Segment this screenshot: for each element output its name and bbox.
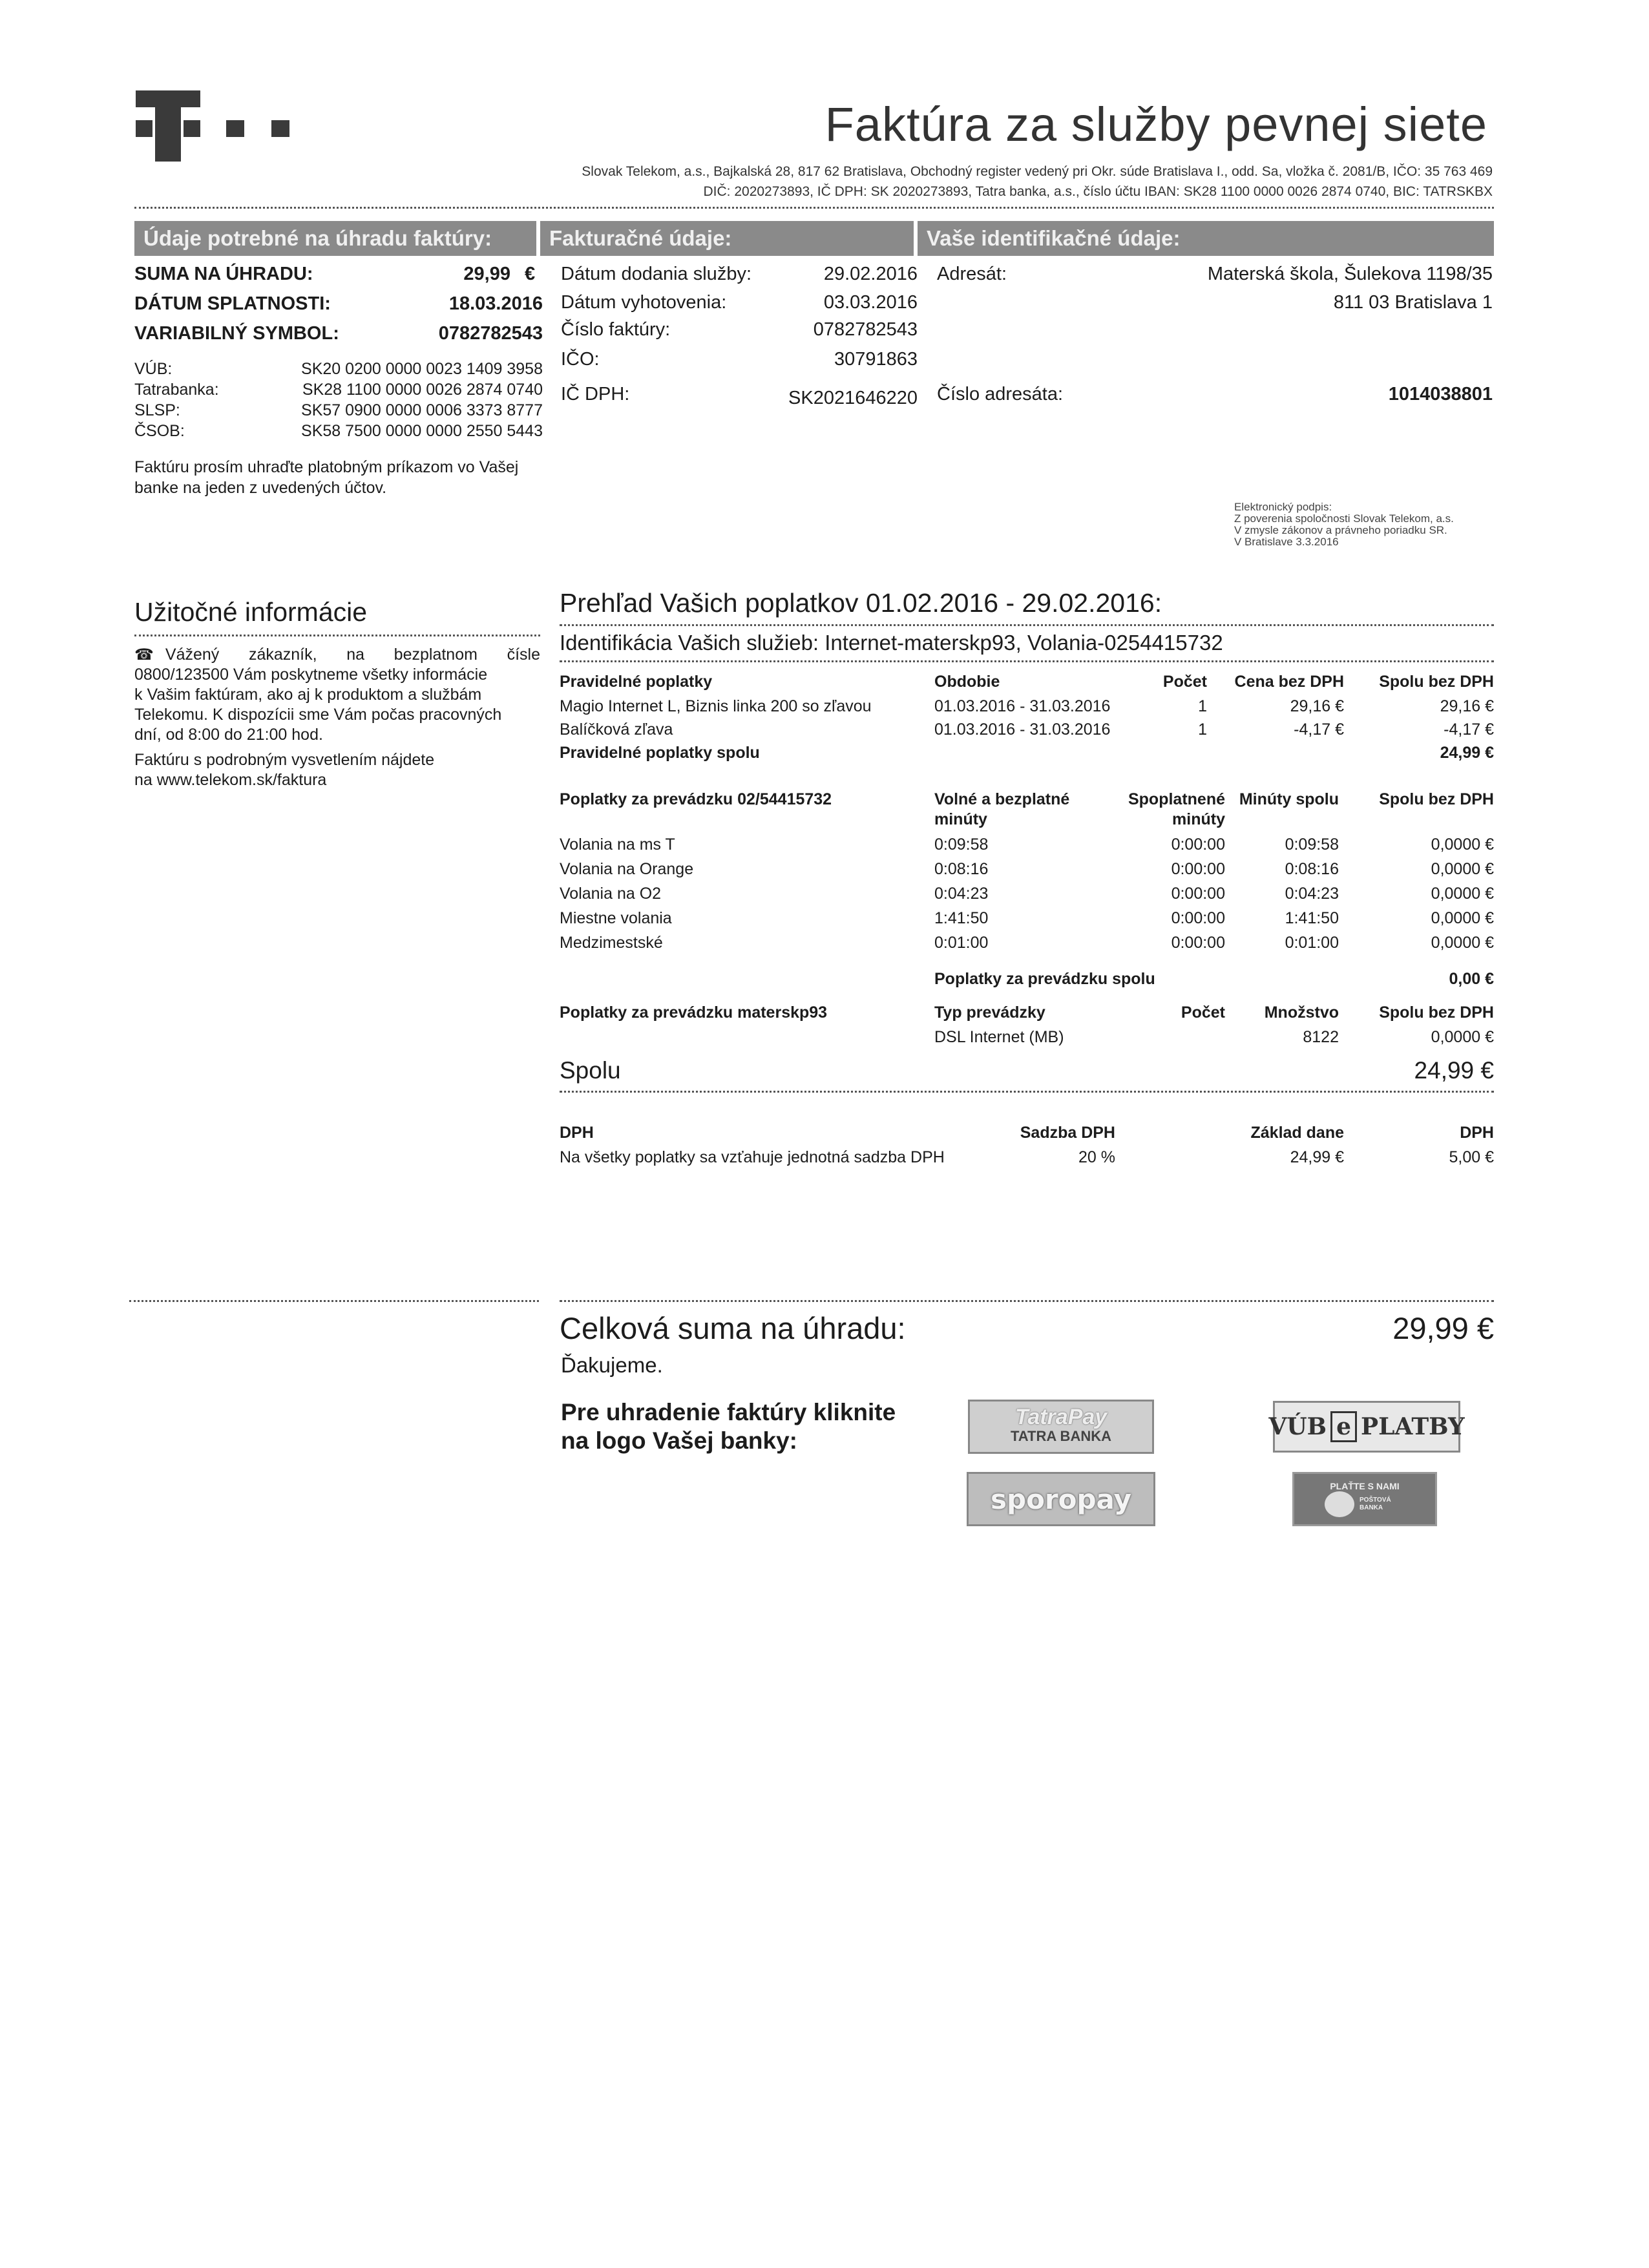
phone-icon: ☎ (134, 646, 154, 664)
data-header-type: Typ prevádzky (934, 1003, 1045, 1022)
vs-value: 0782782543 (438, 323, 543, 344)
info-line: dní, od 8:00 do 21:00 hod. (134, 726, 323, 744)
addressee-number-label: Číslo adresáta: (937, 384, 1064, 404)
info-heading: Užitočné informácie (134, 597, 368, 627)
bank-iban: SK28 1100 0000 0026 2874 0740 (302, 381, 543, 399)
traffic-row-free: 0:01:00 (934, 934, 989, 952)
regular-row-count: 1 (1198, 720, 1207, 739)
sum-label: SUMA NA ÚHRADU: (134, 264, 313, 284)
info-line-text: Vážený zákazník, na bezplatnom čísle (165, 646, 540, 664)
info-line: Faktúru s podrobným vysvetlením nájdete (134, 751, 435, 769)
traffic-row-minutes: 0:04:23 (1285, 885, 1339, 903)
info-line: k Vašim faktúram, ako aj k produktom a službám (134, 686, 482, 704)
regular-row-period: 01.03.2016 - 31.03.2016 (934, 697, 1111, 715)
traffic-header-free (934, 790, 1069, 830)
traffic-row-total: 0,0000 € (1431, 860, 1494, 878)
thanks-text: Ďakujeme. (561, 1353, 663, 1377)
tatrabanka-logo-text: TATRA BANKA (1010, 1428, 1111, 1444)
billing-value: 03.03.2016 (823, 292, 918, 313)
traffic-row-name: Volania na Orange (560, 860, 694, 878)
billing-heading: Fakturačné údaje: (540, 221, 914, 256)
bank-name: VÚB: (134, 360, 173, 378)
total-label: Spolu (560, 1057, 621, 1084)
regular-header-price: Cena bez DPH (1234, 673, 1344, 691)
bank-iban: SK20 0200 0000 0023 1409 3958 (301, 360, 543, 378)
info-line: Telekomu. K dispozícii sme Vám počas pracovných (134, 706, 502, 724)
divider (560, 660, 1494, 662)
postova-horn-icon (1325, 1491, 1354, 1517)
traffic-row-minutes: 1:41:50 (1285, 909, 1339, 927)
traffic-row-minutes: 0:01:00 (1285, 934, 1339, 952)
vs-label: VARIABILNÝ SYMBOL: (134, 323, 339, 344)
info-line: 0800/123500 Vám poskytneme všetky informácie (134, 666, 488, 684)
addressee-line: Materská škola, Šulekova 1198/35 (1207, 264, 1493, 284)
signature-line: V Bratislave 3.3.2016 (1234, 536, 1339, 548)
pay-instruction (561, 1398, 896, 1455)
sporopay-logo-text: sporopay (991, 1483, 1131, 1515)
traffic-header-paid-line: Spoplatnené (1128, 790, 1225, 808)
bank-iban: SK57 0900 0000 0006 3373 8777 (301, 401, 543, 419)
identification-heading: Vaše identifikačné údaje: (918, 221, 1494, 256)
vat-header-name: DPH (560, 1124, 594, 1142)
services-identification: Identifikácia Vašich služieb: Internet-materskp93, Volania-0254415732 (560, 631, 1223, 655)
signature-line: Z poverenia spoločnosti Slovak Telekom, a.s. (1234, 512, 1454, 525)
signature-line: V zmysle zákonov a právneho poriadku SR. (1234, 524, 1447, 536)
addressee-label: Adresát: (937, 264, 1007, 284)
billing-value: 29.02.2016 (823, 264, 918, 284)
traffic-row-free: 0:04:23 (934, 885, 989, 903)
traffic-row-name: Miestne volania (560, 909, 672, 927)
traffic-row-name: Volania na O2 (560, 885, 662, 903)
bank-name: ČSOB: (134, 422, 185, 440)
billing-label: Dátum dodania služby: (561, 264, 751, 284)
info-line: na www.telekom.sk/faktura (134, 771, 327, 789)
billing-label: Dátum vyhotovenia: (561, 292, 727, 313)
postova-banka-button[interactable] (1292, 1472, 1437, 1526)
postova-logo-bottom: POŠTOVÁ BANKA (1360, 1496, 1391, 1511)
traffic-row-name: Volania na ms T (560, 835, 675, 854)
logo-digit-dot (271, 120, 289, 137)
traffic-row-total: 0,0000 € (1431, 934, 1494, 952)
data-row-type: DSL Internet (MB) (934, 1028, 1064, 1046)
telekom-logo (129, 78, 207, 168)
company-line: DIČ: 2020273893, IČ DPH: SK 2020273893, Tatra banka, a.s., číslo účtu IBAN: SK28 1100 0000 0026 2874 0740, BIC: TATRSKBX (703, 184, 1493, 199)
regular-row-count: 1 (1198, 697, 1207, 715)
due-value: 18.03.2016 (448, 293, 543, 314)
bank-name: SLSP: (134, 401, 180, 419)
payment-heading: Údaje potrebné na úhradu faktúry: (134, 221, 536, 256)
company-info (582, 162, 1493, 202)
postova-logo-row (1325, 1491, 1405, 1517)
due-label: DÁTUM SPLATNOSTI: (134, 293, 331, 314)
vat-header-rate: Sadzba DPH (1020, 1124, 1115, 1142)
data-header-qty: Množstvo (1264, 1003, 1339, 1022)
traffic-row-paid: 0:00:00 (1171, 909, 1225, 927)
traffic-row-free: 0:08:16 (934, 860, 989, 878)
info-line (134, 645, 540, 665)
traffic-row-paid: 0:00:00 (1171, 860, 1225, 878)
regular-header-period: Obdobie (934, 673, 1000, 691)
logo-digit-dot (226, 120, 244, 137)
pay-instruction-line: Pre uhradenie faktúry kliknite (561, 1399, 896, 1425)
traffic-header-paid-line: minúty (1172, 810, 1225, 828)
divider (129, 1300, 539, 1302)
traffic-row-paid: 0:00:00 (1171, 885, 1225, 903)
invoice-title: Faktúra za služby pevnej siete (824, 98, 1487, 151)
regular-row-name: Balíčková zľava (560, 720, 673, 739)
data-header-name: Poplatky za prevádzku materskp93 (560, 1003, 828, 1022)
sporopay-button[interactable] (967, 1472, 1155, 1526)
info-text (134, 645, 540, 790)
vat-row-name: Na všetky poplatky sa vzťahuje jednotná sadzba DPH (560, 1148, 945, 1166)
traffic-row-free: 1:41:50 (934, 909, 989, 927)
divider (560, 1300, 1494, 1302)
vat-row-rate: 20 % (1078, 1148, 1115, 1166)
billing-label: IČO: (561, 349, 600, 370)
traffic-row-minutes: 0:08:16 (1285, 860, 1339, 878)
vat-row-vat: 5,00 € (1449, 1148, 1494, 1166)
billing-label: Číslo faktúry: (561, 319, 671, 340)
vub-e-logo: e (1330, 1411, 1357, 1442)
sum-value: 29,99 (463, 264, 510, 284)
vat-header-base: Základ dane (1250, 1124, 1344, 1142)
billing-value: 30791863 (834, 349, 918, 370)
regular-row-period: 01.03.2016 - 31.03.2016 (934, 720, 1111, 739)
sum-currency: € (525, 264, 536, 284)
regular-row-price: 29,16 € (1290, 697, 1344, 715)
divider (560, 1091, 1494, 1093)
vat-row-base: 24,99 € (1290, 1148, 1344, 1166)
traffic-row-minutes: 0:09:58 (1285, 835, 1339, 854)
billing-label: IČ DPH: (561, 384, 630, 404)
divider (134, 635, 540, 636)
regular-sum-label: Pravidelné poplatky spolu (560, 744, 760, 762)
pay-instruction-line: na logo Vašej banky: (561, 1427, 798, 1454)
regular-header-name: Pravidelné poplatky (560, 673, 713, 691)
regular-header-count: Počet (1162, 673, 1207, 691)
payment-note: banke na jeden z uvedených účtov. (134, 479, 387, 497)
traffic-header-total: Spolu bez DPH (1379, 790, 1494, 808)
traffic-sum-label: Poplatky za prevádzku spolu (934, 970, 1155, 988)
traffic-header-paid (1092, 790, 1225, 830)
regular-row-price: -4,17 € (1294, 720, 1344, 739)
traffic-header-free-line: Volné a bezplatné (934, 790, 1070, 808)
divider (560, 624, 1494, 626)
data-row-qty: 8122 (1303, 1028, 1339, 1046)
regular-row-total: -4,17 € (1444, 720, 1494, 739)
billing-value: 0782782543 (813, 319, 918, 340)
data-header-total: Spolu bez DPH (1379, 1003, 1494, 1022)
company-line: Slovak Telekom, a.s., Bajkalská 28, 817 62 Bratislava, Obchodný register vedený pri Okr. súde Bratislava I., odd. Sa, vložka č. 2081/B, IČO: 35 763 469 (582, 164, 1493, 179)
tatrapay-button[interactable] (968, 1400, 1154, 1454)
traffic-sum-value: 0,00 € (1449, 970, 1494, 988)
traffic-row-name: Medzimestské (560, 934, 663, 952)
signature-line: Elektronický podpis: (1234, 501, 1332, 513)
traffic-row-paid: 0:00:00 (1171, 934, 1225, 952)
regular-header-total: Spolu bez DPH (1379, 673, 1494, 691)
total-value: 24,99 € (1414, 1057, 1494, 1084)
divider (134, 207, 1494, 209)
traffic-header-name: Poplatky za prevádzku 02/54415732 (560, 790, 832, 808)
overview-title: Prehľad Vašich poplatkov 01.02.2016 - 29.02.2016: (560, 588, 1162, 618)
regular-row-total: 29,16 € (1440, 697, 1494, 715)
grand-total-value: 29,99 € (1392, 1311, 1494, 1345)
addressee-number: 1014038801 (1388, 384, 1493, 404)
traffic-row-total: 0,0000 € (1431, 835, 1494, 854)
traffic-row-free: 0:09:58 (934, 835, 989, 854)
platby-logo-text: PLATBY (1361, 1413, 1465, 1440)
tatrapay-logo-text: TatraPay (1014, 1405, 1108, 1429)
traffic-header-minutes: Minúty spolu (1239, 790, 1339, 808)
data-header-count: Počet (1181, 1003, 1225, 1022)
billing-value: SK2021646220 (788, 388, 918, 408)
vat-header-vat: DPH (1460, 1124, 1494, 1142)
traffic-row-paid: 0:00:00 (1171, 835, 1225, 854)
traffic-header-free-line: minúty (934, 810, 987, 828)
e-signature (1234, 501, 1454, 548)
addressee-line: 811 03 Bratislava 1 (1333, 292, 1493, 313)
vub-logo-text: VÚB (1268, 1413, 1327, 1440)
regular-sum-value: 24,99 € (1440, 744, 1494, 762)
bank-iban: SK58 7500 0000 0000 2550 5443 (301, 422, 543, 440)
regular-row-name: Magio Internet L, Biznis linka 200 so zľavou (560, 697, 872, 715)
bank-name: Tatrabanka: (134, 381, 219, 399)
grand-total-label: Celková suma na úhradu: (560, 1311, 906, 1345)
postova-logo-top: PLAŤTE S NAMI (1330, 1481, 1400, 1491)
data-row-total: 0,0000 € (1431, 1028, 1494, 1046)
payment-note: Faktúru prosím uhraďte platobným príkazom vo Vašej (134, 458, 519, 476)
traffic-row-total: 0,0000 € (1431, 885, 1494, 903)
vub-eplatby-button[interactable] (1268, 1401, 1465, 1453)
traffic-row-total: 0,0000 € (1431, 909, 1494, 927)
